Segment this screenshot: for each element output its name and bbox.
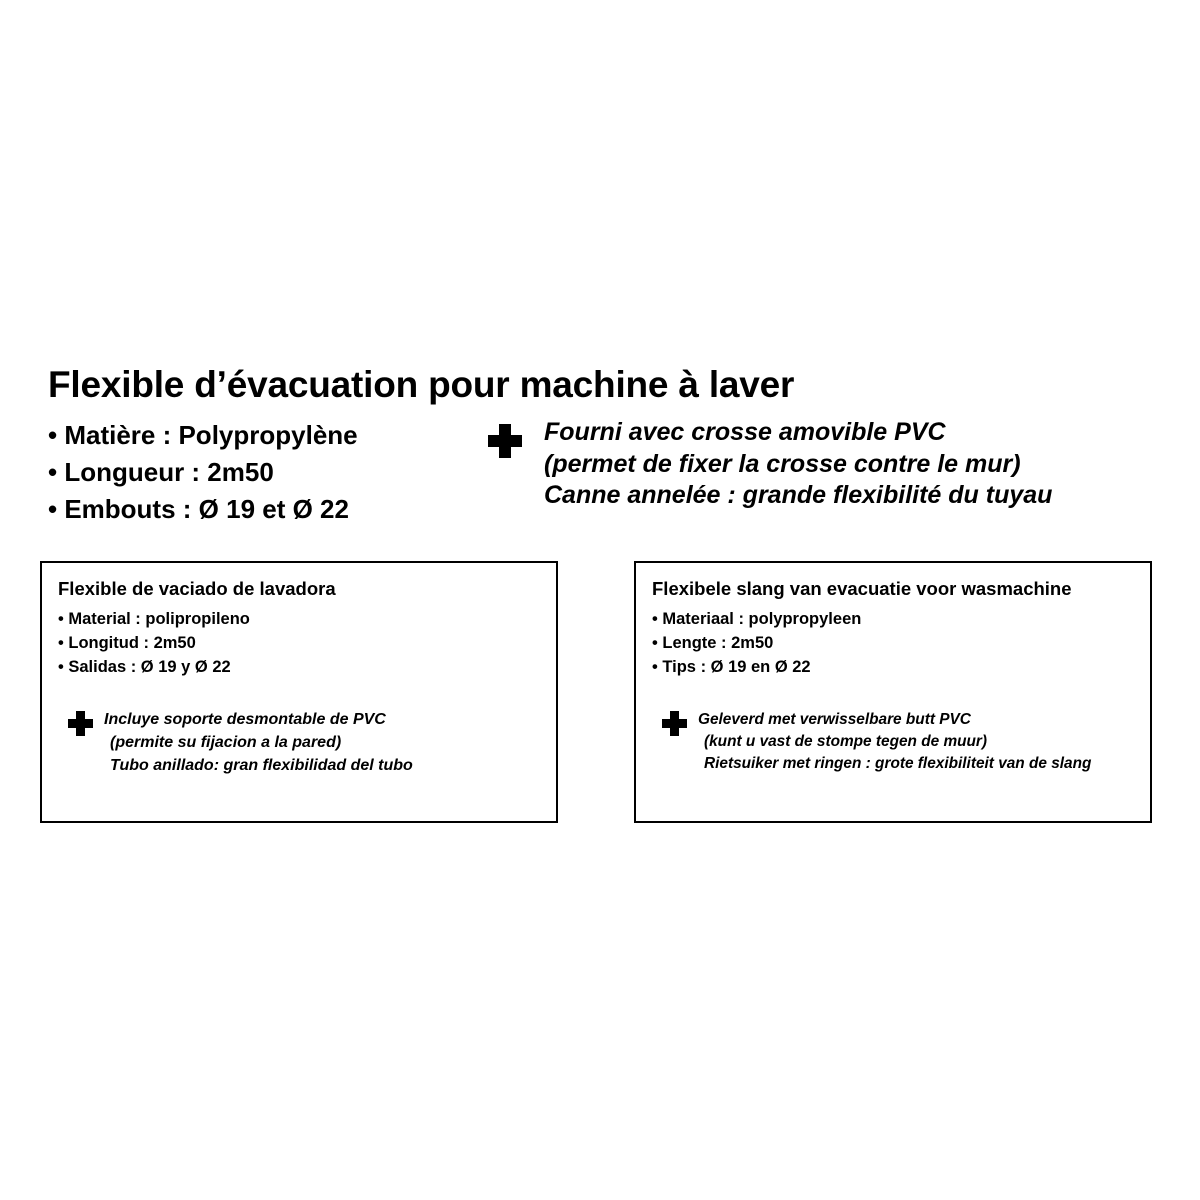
french-note-line: (permet de fixer la crosse contre le mur): [544, 449, 1021, 478]
list-item: • Embouts : Ø 19 et Ø 22: [48, 493, 349, 524]
dutch-note-line: Rietsuiker met ringen : grote flexibiliteit van de slang: [704, 755, 1092, 773]
list-item: • Salidas : Ø 19 y Ø 22: [58, 657, 231, 676]
french-section: [48, 366, 1160, 528]
french-columns: [48, 417, 1160, 528]
spanish-notes-block: [58, 709, 540, 777]
french-specs-list: [48, 417, 488, 528]
spanish-note-line: (permite su fijacion a la pared): [110, 734, 342, 752]
list-item: • Longitud : 2m50: [58, 633, 196, 652]
list-item: • Material : polipropileno: [58, 609, 250, 628]
french-notes-block: [488, 417, 1160, 512]
dutch-notes-block: [652, 709, 1134, 775]
plus-icon: [488, 424, 522, 458]
dutch-box: [634, 561, 1152, 823]
dutch-note-line: (kunt u vast de stompe tegen de muur): [704, 733, 988, 751]
list-item: • Longueur : 2m50: [48, 456, 274, 487]
page-title: Flexible d’évacuation pour machine à laver: [48, 364, 795, 405]
list-item: • Materiaal : polypropyleen: [652, 609, 862, 628]
list-item: • Matière : Polypropylène: [48, 419, 358, 450]
plus-icon: [662, 711, 687, 736]
spanish-box: [40, 561, 558, 823]
dutch-note-line: Geleverd met verwisselbare butt PVC: [698, 711, 971, 729]
dutch-title: Flexibele slang van evacuatie voor wasmachine: [652, 578, 1072, 599]
list-item: • Lengte : 2m50: [652, 633, 774, 652]
spanish-note-line: Incluye soporte desmontable de PVC: [104, 711, 386, 729]
spanish-title: Flexible de vaciado de lavadora: [58, 578, 336, 599]
plus-icon: [68, 711, 93, 736]
french-note-line: Canne annelée : grande flexibilité du tuyau: [544, 481, 1053, 510]
translation-boxes: [40, 561, 1152, 823]
list-item: • Tips : Ø 19 en Ø 22: [652, 657, 811, 676]
spanish-note-line: Tubo anillado: gran flexibilidad del tubo: [110, 756, 413, 774]
french-note-line: Fourni avec crosse amovible PVC: [544, 417, 946, 446]
